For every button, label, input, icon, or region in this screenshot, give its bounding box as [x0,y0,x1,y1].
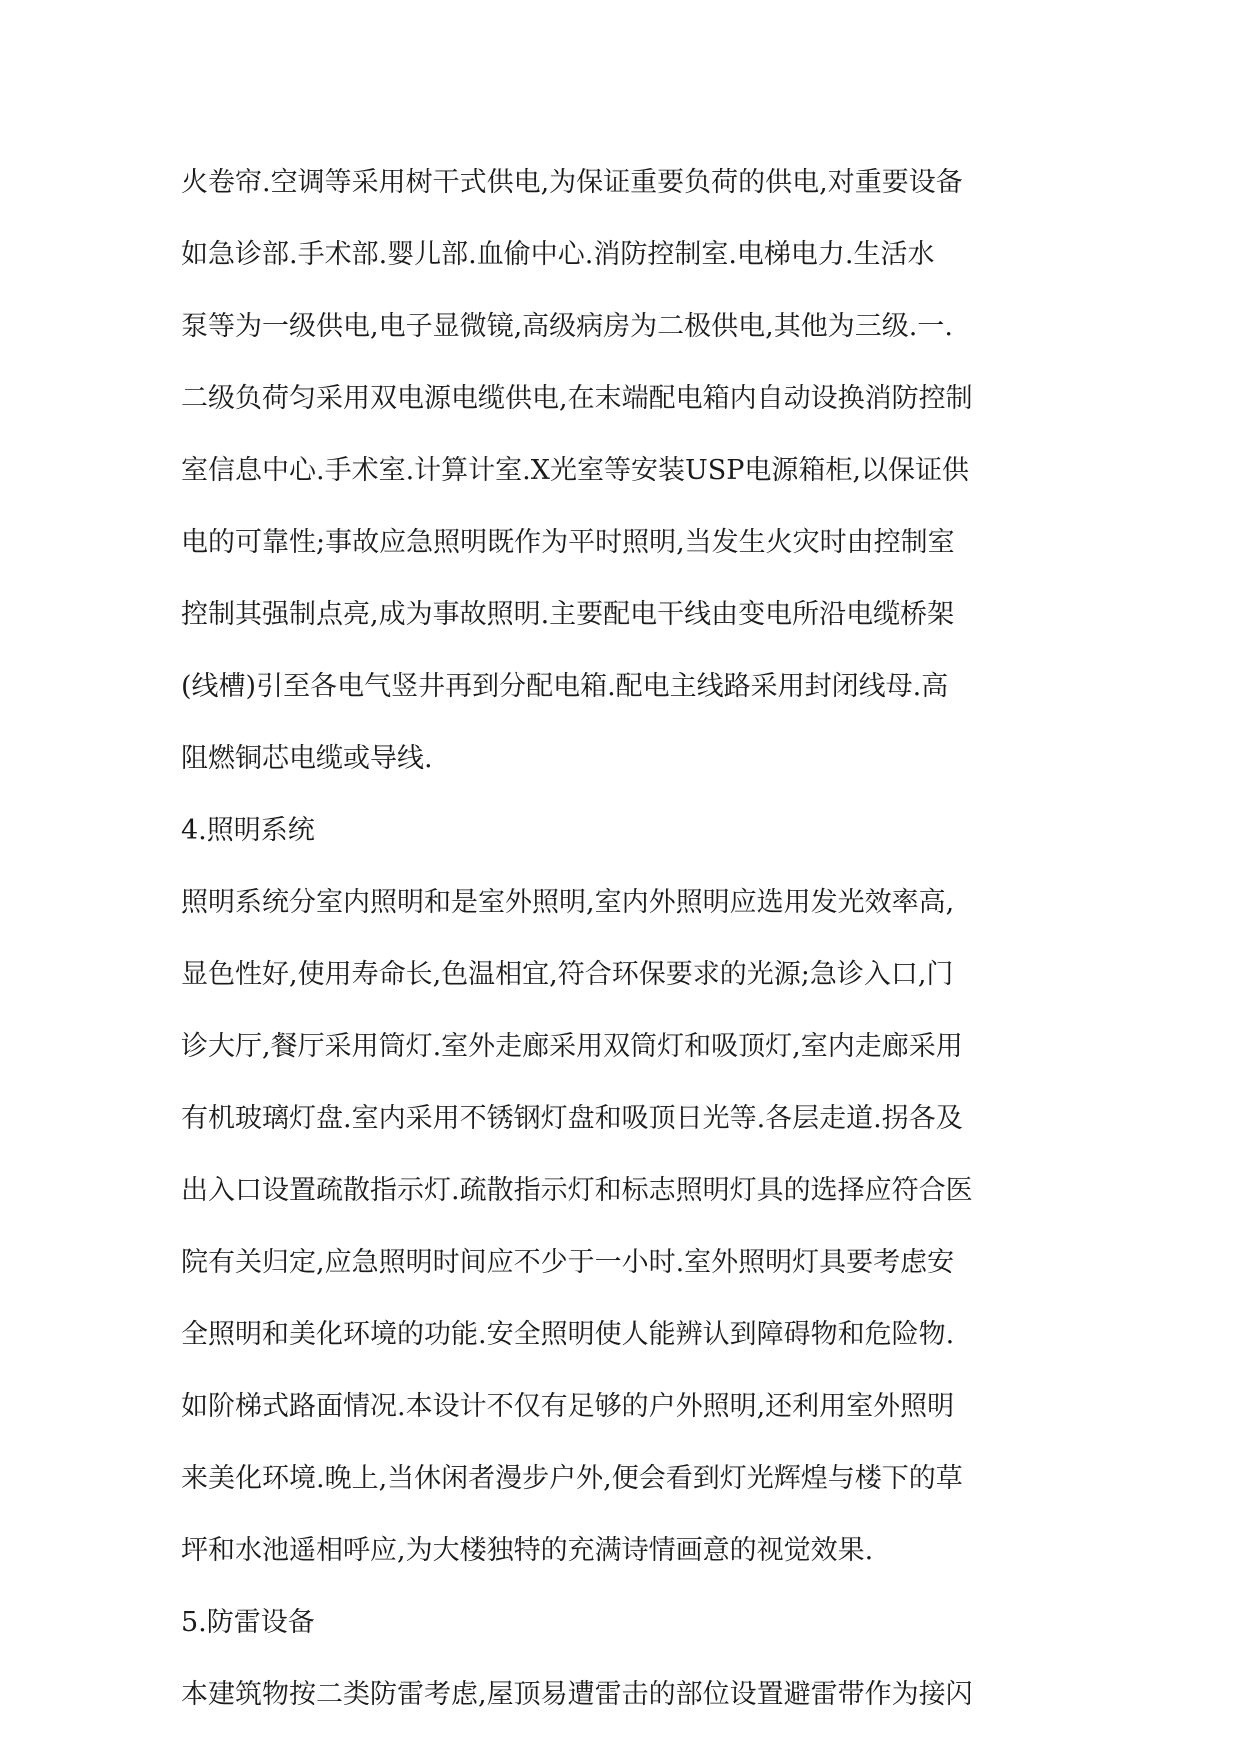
text-line: 全照明和美化环境的功能.安全照明使人能辨认到障碍物和危险物. [181,1319,955,1350]
text-line: 来美化环境.晚上,当休闲者漫步户外,便会看到灯光辉煌与楼下的草 [181,1463,963,1494]
text-line: 有机玻璃灯盘.室内采用不锈钢灯盘和吸顶日光等.各层走道.拐各及 [181,1103,963,1134]
text-line: 显色性好,使用寿命长,色温相宜,符合环保要求的光源;急诊入口,门 [181,959,954,990]
text-line: (线槽)引至各电气竖井再到分配电箱.配电主线路采用封闭线母.高 [181,671,949,702]
text-line: 院有关归定,应急照明时间应不少于一小时.室外照明灯具要考虑安 [181,1247,955,1278]
text-line: 如阶梯式路面情况.本设计不仅有足够的户外照明,还利用室外照明 [181,1391,955,1422]
text-line: 火卷帘.空调等采用树干式供电,为保证重要负荷的供电,对重要设备 [181,167,963,198]
section-heading-lighting: 4.照明系统 [181,815,315,846]
text-line: 照明系统分室内照明和是室外照明,室内外照明应选用发光效率高, [181,887,955,918]
text-line: 泵等为一级供电,电子显微镜,高级病房为二极供电,其他为三级.一. [181,311,953,342]
text-line: 阻燃铜芯电缆或导线. [181,743,433,774]
text-line: 控制其强制点亮,成为事故照明.主要配电干线由变电所沿电缆桥架 [181,599,955,630]
section-heading-lightning-protection: 5.防雷设备 [181,1607,315,1638]
text-line: 二级负荷匀采用双电源电缆供电,在末端配电箱内自动设换消防控制 [181,383,973,414]
text-line: 诊大厅,餐厅采用筒灯.室外走廊采用双筒灯和吸顶灯,室内走廊采用 [181,1031,963,1062]
text-line: 电的可靠性;事故应急照明既作为平时照明,当发生火灾时由控制室 [181,527,955,558]
text-line: 出入口设置疏散指示灯.疏散指示灯和标志照明灯具的选择应符合医 [181,1175,973,1206]
text-line: 室信息中心.手术室.计算计室.X光室等安装USP电源箱柜,以保证供 [181,455,969,486]
text-line: 坪和水池遥相呼应,为大楼独特的充满诗情画意的视觉效果. [181,1535,874,1566]
text-line: 本建筑物按二类防雷考虑,屋顶易遭雷击的部位设置避雷带作为接闪 [181,1679,973,1710]
text-line: 如急诊部.手术部.婴儿部.血偷中心.消防控制室.电梯电力.生活水 [181,239,935,270]
